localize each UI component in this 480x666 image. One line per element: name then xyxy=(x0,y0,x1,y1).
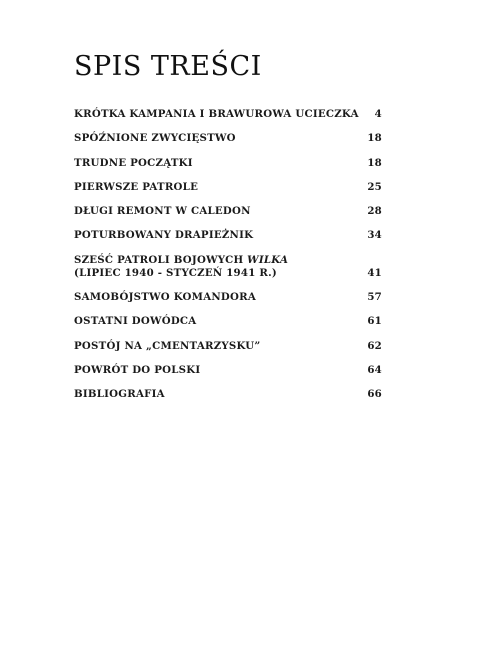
toc-entry-title: POWRÓT DO POLSKI xyxy=(74,363,201,376)
toc-entry-title-line2: (LIPIEC 1940 - STYCZEŃ 1941 R.) xyxy=(74,266,277,279)
toc-entry-title: BIBLIOGRAFIA xyxy=(74,388,165,401)
toc-entry xyxy=(74,157,382,170)
toc-entry-page: 62 xyxy=(367,339,382,352)
toc-entry-page: 4 xyxy=(374,108,382,120)
toc-entry-page: 64 xyxy=(367,363,382,376)
toc-entry-page: 57 xyxy=(367,291,382,304)
toc-entry-page: 28 xyxy=(367,205,382,218)
toc-entry-title: KRÓTKA KAMPANIA I BRAWUROWA UCIECZKA xyxy=(74,108,359,120)
toc-entry-title: OSTATNI DOWÓDCA xyxy=(74,315,197,328)
toc-entry-title: DŁUGI REMONT W CALEDON xyxy=(74,205,251,218)
toc-entry xyxy=(74,364,382,377)
toc-entry-title: POSTÓJ NA „CMENTARZYSKU” xyxy=(74,339,261,352)
toc-entry xyxy=(74,108,382,121)
toc-entry xyxy=(74,340,382,353)
toc-entry xyxy=(74,388,382,401)
toc-entry-page: 66 xyxy=(367,388,382,401)
toc-entry xyxy=(74,181,382,194)
toc-entry-page: 18 xyxy=(367,156,382,169)
toc-entry xyxy=(74,254,382,280)
page-title: SPIS TREŚCI xyxy=(74,51,262,82)
toc-entry xyxy=(74,132,382,145)
toc-entry-title-italic: WILKA xyxy=(247,253,289,266)
toc-entry-title-prefix: SZEŚĆ PATROLI BOJOWYCH xyxy=(74,253,248,266)
toc-entry-page: 25 xyxy=(367,180,382,193)
toc-entry xyxy=(74,229,382,242)
toc-entry-page: 61 xyxy=(367,315,382,328)
toc-entry xyxy=(74,291,382,304)
toc-entry-page: 41 xyxy=(367,266,382,279)
toc-entry-title: SPÓŹNIONE ZWYCIĘSTWO xyxy=(74,132,236,145)
toc-list xyxy=(74,108,382,413)
toc-entry-title: POTURBOWANY DRAPIEŻNIK xyxy=(74,229,254,242)
toc-entry-page: 34 xyxy=(367,229,382,242)
toc-entry-title: PIERWSZE PATROLE xyxy=(74,180,199,193)
toc-entry-title xyxy=(74,254,288,280)
toc-entry-page: 18 xyxy=(367,132,382,145)
toc-entry-title-line1 xyxy=(74,254,288,267)
toc-entry-title: SAMOBÓJSTWO KOMANDORA xyxy=(74,291,256,304)
toc-entry-title: TRUDNE POCZĄTKI xyxy=(74,156,193,169)
toc-entry xyxy=(74,205,382,218)
toc-entry xyxy=(74,315,382,328)
